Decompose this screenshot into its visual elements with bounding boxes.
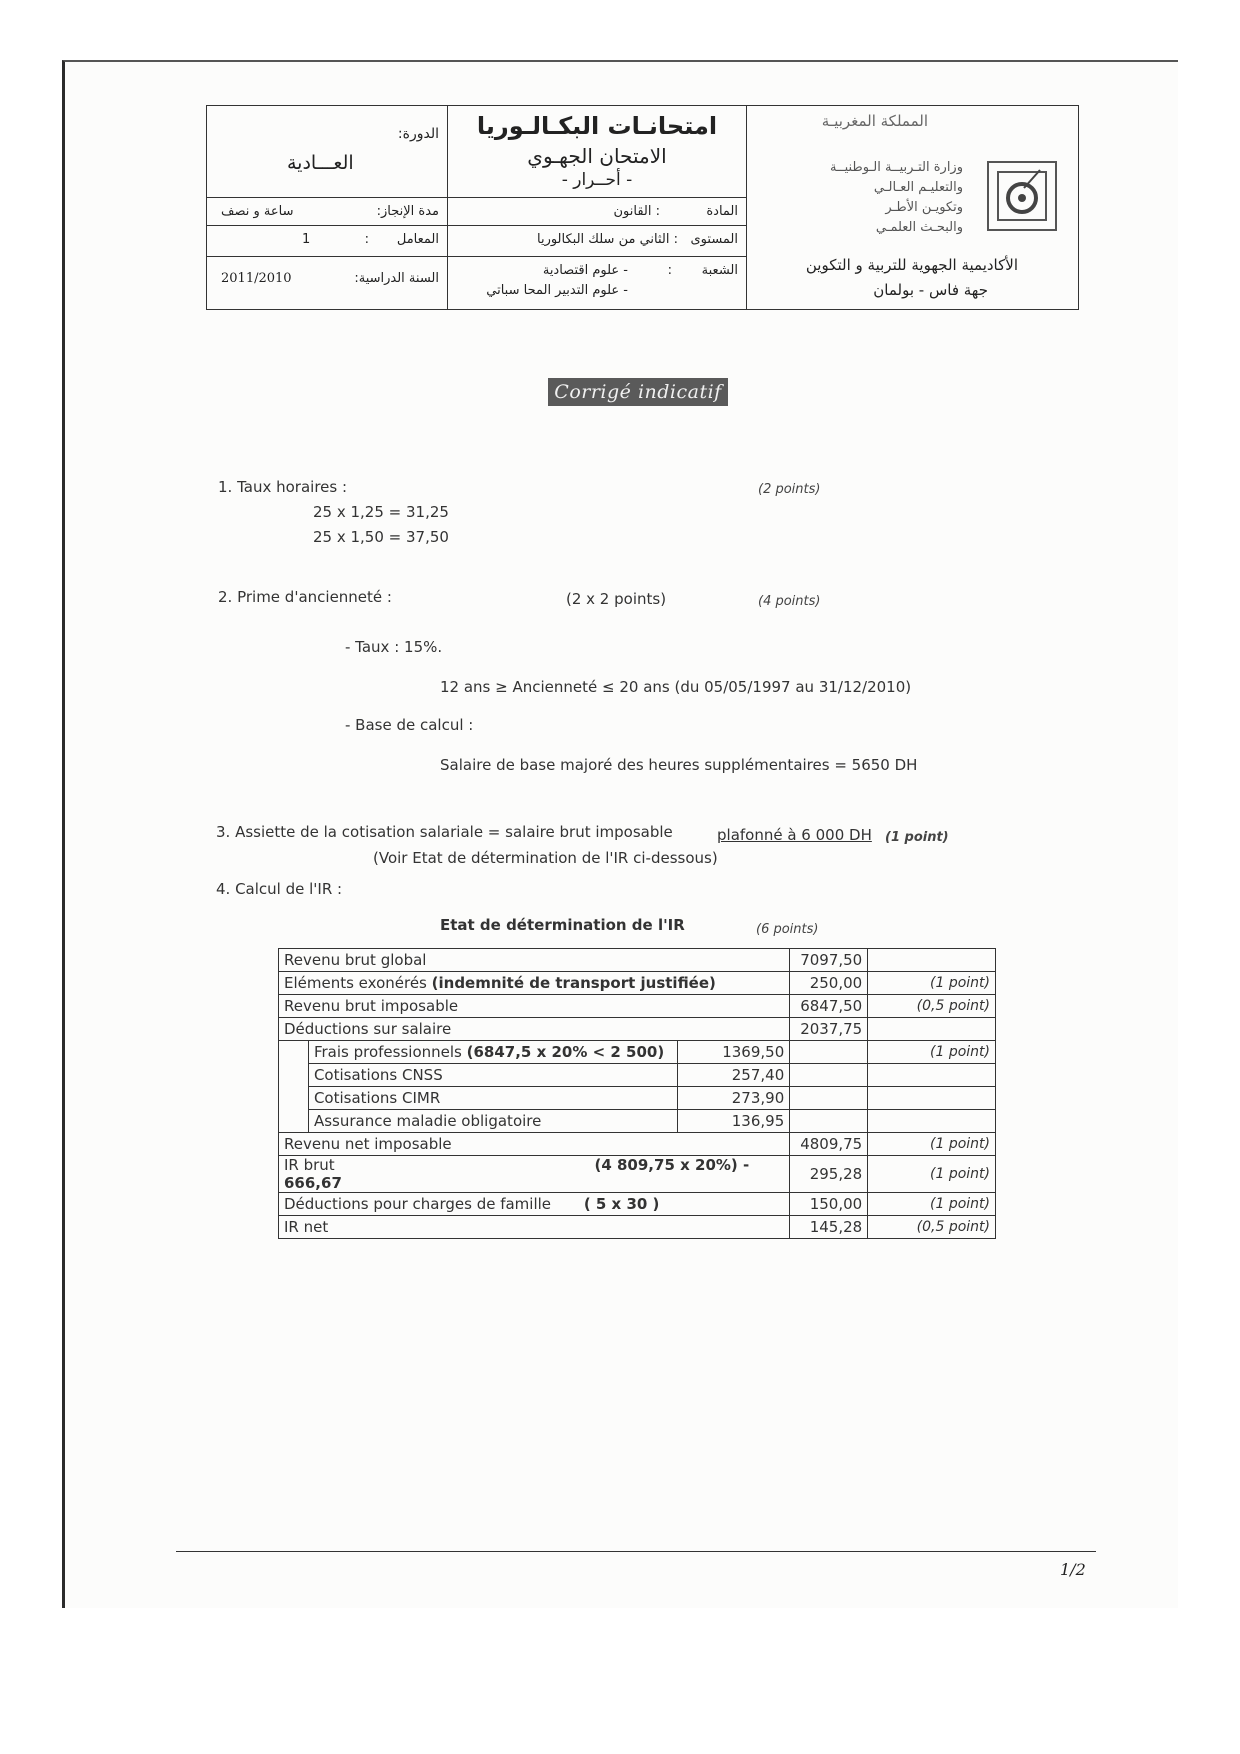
indent-cell: [279, 1041, 309, 1064]
q1-label: 1. Taux horaires :: [218, 478, 348, 496]
deductions-salaire-points: [868, 1018, 996, 1041]
region-name: جهة فاس - بولمان: [873, 281, 988, 299]
frais-pro-value: 1369,50: [678, 1041, 790, 1064]
duration-label: مدة الإنجاز:: [376, 204, 439, 219]
ir-net-value: 145,28: [790, 1216, 868, 1239]
table-row: [279, 1087, 996, 1110]
ir-brut-label: IR brut: [284, 1156, 335, 1174]
branch-value-accounting: - علوم التدبير المحا سباتي: [486, 283, 628, 298]
ir-table-points: (6 points): [756, 922, 819, 937]
ir-brut-value: 295,28: [790, 1156, 868, 1193]
exam-subtitle: الامتحان الجهـوي: [527, 144, 667, 168]
coef-value: 1: [302, 232, 311, 247]
coef-colon: :: [364, 232, 369, 247]
ir-table: [278, 948, 996, 1239]
cnss-label: Cotisations CNSS: [308, 1064, 677, 1087]
table-row: [279, 1193, 996, 1216]
academy-logo-icon: [987, 161, 1057, 231]
header-session-column: [207, 106, 448, 309]
level-cell: [448, 226, 746, 257]
exam-candidates: - أحــرار -: [561, 170, 633, 190]
elements-exoneres-detail: (indemnité de transport justifiée): [431, 974, 716, 992]
duration-cell: [207, 198, 447, 226]
elements-exoneres-points: (1 point): [868, 972, 996, 995]
ministry-line-3: وتكويـن الأطـر: [885, 200, 963, 215]
q2-points: (4 points): [758, 594, 821, 609]
title-cell: [448, 106, 746, 198]
revenu-brut-global-value: 7097,50: [790, 949, 868, 972]
empty-cell: [868, 1110, 996, 1133]
exam-header: [206, 105, 1079, 310]
revenu-brut-imposable-points: (0,5 point): [868, 995, 996, 1018]
deductions-famille-label: Déductions pour charges de famille: [284, 1195, 552, 1213]
cimr-value: 273,90: [678, 1087, 790, 1110]
frais-pro-points: (1 point): [868, 1041, 996, 1064]
table-row: [279, 995, 996, 1018]
academy-name: الأكاديمية الجهوية للتربية و التكوين: [805, 256, 1018, 274]
empty-cell: [868, 1064, 996, 1087]
elements-exoneres-cell: [279, 972, 790, 995]
branch-value-economics: - علوم اقتصادية: [542, 263, 628, 278]
branch-colon: :: [667, 263, 672, 278]
revenu-brut-global-points: [868, 949, 996, 972]
ministry-line-1: وزارة التـربيــة الـوطنيــة: [829, 160, 963, 175]
year-cell: [207, 257, 447, 309]
q1-points: (2 points): [758, 482, 821, 497]
deductions-famille-cell: [279, 1193, 790, 1216]
year-value: 2011/2010: [221, 271, 292, 286]
ir-table-title: Etat de détermination de l'IR: [440, 916, 685, 934]
indent-cell: [279, 1110, 309, 1133]
level-value: : الثاني من سلك البكالوريا: [536, 232, 678, 247]
q2-base-value: Salaire de base majoré des heures supplémentaires = 5650 DH: [440, 756, 918, 774]
q2-label: 2. Prime d'ancienneté :: [218, 588, 392, 606]
table-row: [279, 972, 996, 995]
level-label: المستوى: [690, 232, 738, 247]
empty-cell: [790, 1041, 868, 1064]
q3-label: 3. Assiette de la cotisation salariale = salaire brut imposable: [216, 823, 673, 841]
kingdom-label: المملكة المغربيـة: [821, 112, 928, 130]
elements-exoneres-label: Eléments exonérés: [284, 974, 427, 992]
q2-base-label: - Base de calcul :: [345, 716, 474, 734]
ir-net-label: IR net: [279, 1216, 790, 1239]
revenu-net-points: (1 point): [868, 1133, 996, 1156]
q2-anciennete: 12 ans ≥ Ancienneté ≤ 20 ans (du 05/05/1997 au 31/12/2010): [440, 678, 912, 696]
subject-cell: [448, 198, 746, 226]
ministry-line-2: والتعليـم العـالـي: [873, 180, 963, 195]
deductions-famille-value: 150,00: [790, 1193, 868, 1216]
empty-cell: [868, 1087, 996, 1110]
subject-label: المادة: [706, 204, 738, 219]
ministry-name: [763, 158, 963, 238]
ir-brut-formula: (4 809,75 x 20%) - 666,67: [284, 1156, 750, 1192]
duration-value: ساعة و نصف: [221, 204, 294, 219]
deductions-salaire-value: 2037,75: [790, 1018, 868, 1041]
table-row: [279, 1133, 996, 1156]
frais-pro-cell: [308, 1041, 677, 1064]
table-row: [279, 1156, 996, 1193]
q4-label: 4. Calcul de l'IR :: [216, 880, 343, 898]
exam-title: امتحانـات البكـالـوريا: [476, 112, 718, 140]
empty-cell: [790, 1110, 868, 1133]
table-row: [279, 1018, 996, 1041]
q3-underlined: plafonné à 6 000 DH: [717, 826, 872, 844]
deductions-famille-formula: ( 5 x 30 ): [583, 1195, 660, 1213]
header-institution-column: [747, 106, 1078, 309]
revenu-brut-global-label: Revenu brut global: [279, 949, 790, 972]
footer-divider: [176, 1551, 1096, 1552]
session-cell: [207, 106, 447, 198]
ir-brut-points: (1 point): [868, 1156, 996, 1193]
table-row: [279, 1041, 996, 1064]
revenu-brut-imposable-label: Revenu brut imposable: [279, 995, 790, 1018]
revenu-net-value: 4809,75: [790, 1133, 868, 1156]
cnss-value: 257,40: [678, 1064, 790, 1087]
coef-label: المعامل: [396, 232, 439, 247]
q1-calc-2: 25 x 1,50 = 37,50: [313, 528, 449, 546]
document-title: Corrigé indicatif: [548, 378, 728, 406]
table-row: [279, 949, 996, 972]
empty-cell: [790, 1087, 868, 1110]
frais-pro-label: Frais professionnels: [313, 1043, 462, 1061]
ir-brut-cell: [279, 1156, 790, 1193]
subject-value: : القانون: [613, 204, 660, 219]
table-row: [279, 1064, 996, 1087]
year-label: السنة الدراسية:: [354, 271, 439, 286]
session-label: الدورة:: [397, 126, 439, 142]
indent-cell: [279, 1064, 309, 1087]
indent-cell: [279, 1087, 309, 1110]
q3-note: (Voir Etat de détermination de l'IR ci-dessous): [373, 849, 718, 867]
table-row: [279, 1216, 996, 1239]
ir-net-points: (0,5 point): [868, 1216, 996, 1239]
frais-pro-detail: (6847,5 x 20% < 2 500): [466, 1043, 665, 1061]
branch-label: الشعبة: [701, 263, 738, 278]
header-title-column: [448, 106, 747, 309]
deductions-famille-points: (1 point): [868, 1193, 996, 1216]
table-row: [279, 1110, 996, 1133]
q3-points: (1 point): [885, 830, 949, 845]
cimr-label: Cotisations CIMR: [308, 1087, 677, 1110]
revenu-brut-imposable-value: 6847,50: [790, 995, 868, 1018]
amo-label: Assurance maladie obligatoire: [308, 1110, 677, 1133]
deductions-salaire-label: Déductions sur salaire: [279, 1018, 790, 1041]
empty-cell: [790, 1064, 868, 1087]
revenu-net-label: Revenu net imposable: [279, 1133, 790, 1156]
ministry-line-4: والبحـث العلمـي: [875, 220, 963, 235]
branch-cell: [448, 257, 746, 309]
page-number: 1/2: [1060, 1560, 1086, 1579]
q1-calc-1: 25 x 1,25 = 31,25: [313, 503, 449, 521]
session-value: العـــادية: [287, 152, 354, 174]
amo-value: 136,95: [678, 1110, 790, 1133]
elements-exoneres-value: 250,00: [790, 972, 868, 995]
q2-detail: (2 x 2 points): [566, 590, 667, 608]
coef-cell: [207, 226, 447, 257]
q2-taux: - Taux : 15%.: [345, 638, 443, 656]
